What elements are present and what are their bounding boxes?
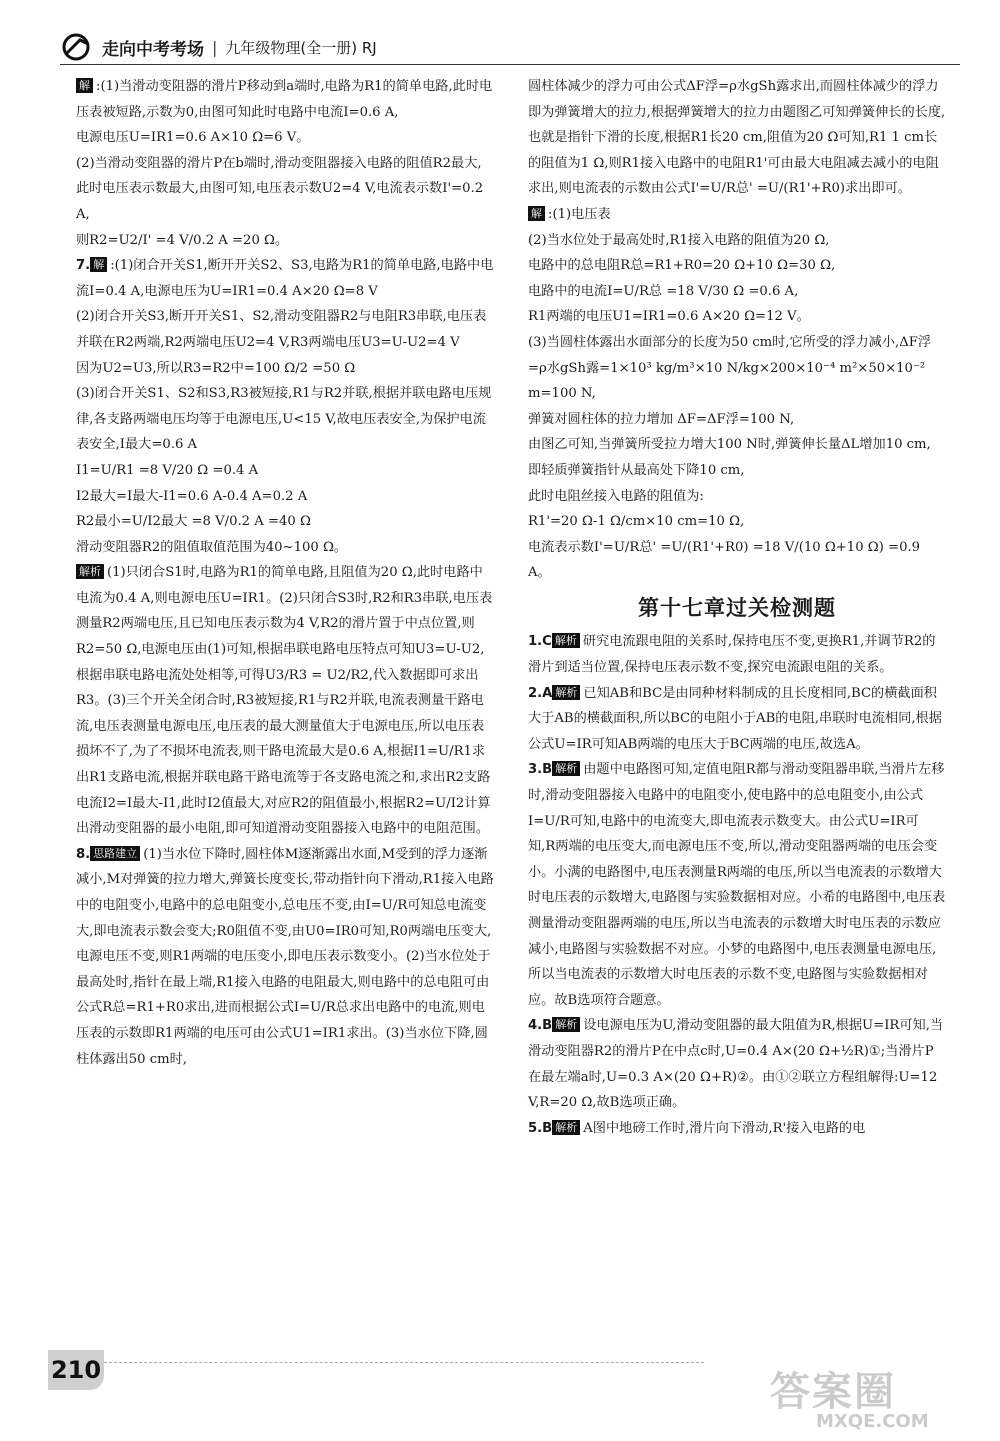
paragraph [528, 253, 946, 279]
page-number: 210 [48, 1350, 104, 1390]
paragraph-text: 电源电压U=IR1=0.6 A×10 Ω=6 V。 [76, 130, 310, 146]
answer-tag: 解 [76, 78, 93, 93]
right-column [528, 74, 946, 1141]
paragraph [528, 228, 946, 254]
answer-tag: 解 [528, 206, 545, 221]
paragraph-text: 则R2=U2/I' =4 V/0.2 A =20 Ω。 [76, 232, 289, 248]
answer-tag: 解析 [76, 564, 104, 579]
paragraph [76, 484, 494, 510]
paragraph [76, 458, 494, 484]
paragraph-text: 由题中电路图可知,定值电阻R都与滑动变阻器串联,当滑片左移时,滑动变阻器接入电路中的电阻变小,使电路中的总电阻变小,由公式I=U/R可知,电路中的电流变大,即电流表示数变大。由公式U=IR可知,R两端的电压变大,而电源电压不变,所以,滑动变阻器两端的电压会变小。小满的电路图中,电压表测量R两端的电压,所以当电流表的示数增大时电压表的示数增大,电路图与实验数据相对应。小希的电路图中,电压表测量滑动变阻器两端的电压,所以当电流表的示数增大时电压表的示数应减小,电路图与实验数据不对应。小梦的电路图中,电压表测量电源电压,所以当电流表的示数增大时电压表的示数不变,电路图与实验数据相对应。故B选项符合题意。 [528, 762, 946, 1008]
paragraph-text: 圆柱体减少的浮力可由公式ΔF浮=ρ水gSh露求出,而圆柱体减少的浮力即为弹簧增大的拉力,根据弹簧增大的拉力由题图乙可知弹簧伸长的长度,也就是指针下滑的长度,根据R1长20 cm,阻值为20 Ω可知,R1 1 cm长的阻值为1 Ω,则R1接入电路中的电阻R1'可由最大电阻减去减小的电阻求出,则电流表的示数由公式I'=U/R总' =U/(R1'+R0)求出即可。 [528, 79, 946, 197]
paragraph [76, 228, 494, 254]
paragraph-text: (1)当水位下降时,圆柱体M逐渐露出水面,M受到的浮力逐渐减小,M对弹簧的拉力增大,弹簧长度变长,带动指针向下滑动,R1接入电路中的电阻变小,电路中的总电阻变小,总电压不变,由I=U/R可知总电流变大,即电流表示数会变大;R0阻值不变,由U0=IR0可知,R0两端电压变大,电源电压不变,则R1两端的电压变小,即电压表示数变小。(2)当水位处于最高处时,指针在最上端,R1接入电路的电阻最大,则电路中的总电阻可由公式R总=R1+R0求出,进而根据公式I=U/R总求出电路中的电流,则电压表的示数即R1两端的电压可由公式U1=IR1求出。(3)当水位下降,圆柱体露出50 cm时, [76, 846, 494, 1067]
answer-tag: 解析 [552, 1120, 580, 1135]
paragraph [528, 407, 946, 433]
paragraph-text: (2)当水位处于最高处时,R1接入电路的阻值为20 Ω, [528, 232, 830, 248]
question-number: 7. [76, 258, 91, 274]
paragraph-text: (2)闭合开关S3,断开开关S1、S2,滑动变阻器R2与电阻R3串联,电压表并联在R2两端,R2两端电压U2=4 V,R3两端电压U3=U-U2=4 V [76, 309, 487, 350]
paragraph [76, 535, 494, 561]
paragraph-text: 研究电流跟电阻的关系时,保持电压不变,更换R1,并调节R2的滑片到适当位置,保持电压表示数不变,探究电流跟电阻的关系。 [528, 634, 936, 676]
answer-tag: 思路建立 [90, 846, 140, 861]
paragraph-text: 设电源电压为U,滑动变阻器的最大阻值为R,根据U=IR可知,当滑动变阻器R2的滑片P在中点c时,U=0.4 A×(20 Ω+½R)①;当滑片P在最左端a时,U=0.3 A×(20 Ω+R)②。由①②联立方程组解得:U=12 V,R=20 Ω,故B选项正确。 [528, 1018, 944, 1111]
question-number: 8. [76, 846, 91, 862]
paragraph [528, 484, 946, 510]
paragraph-text: 电流表示数I'=U/R总' =U/(R1'+R0) =18 V/(10 Ω+10 Ω) =0.9 A。 [528, 539, 921, 581]
answer-tag: 解析 [552, 1017, 580, 1032]
paragraph-text: 此时电阻丝接入电路的阻值为: [528, 488, 704, 504]
paragraph [528, 681, 946, 758]
paragraph-text: R1'=20 Ω-1 Ω/cm×10 cm=10 Ω, [528, 514, 745, 530]
paragraph [528, 1116, 946, 1142]
paragraph-text: 因为U2=U3,所以R3=R2中=100 Ω/2 =50 Ω [76, 360, 356, 376]
paragraph [76, 253, 494, 304]
paragraph [528, 330, 946, 407]
paragraph-text: R1两端的电压U1=IR1=0.6 A×20 Ω=12 V。 [528, 309, 810, 325]
left-column [76, 74, 494, 1072]
paragraph-text: :(1)闭合开关S1,断开开关S2、S3,电路为R1的简单电路,电路中电流I=0.4 A,电源电压为U=IR1=0.4 A×20 Ω=8 V [76, 258, 494, 299]
paragraph-text: 即轻质弹簧指针从最高处下降10 cm, [528, 462, 745, 478]
question-number: 4.B [528, 1018, 553, 1034]
paragraph-text: R2最小=U/I2最大 =8 V/0.2 A =40 Ω [76, 514, 311, 530]
paragraph-text: (3)当圆柱体露出水面部分的长度为50 cm时,它所受的浮力减小,ΔF浮=ρ水gSh露=1×10³ kg/m³×10 N/kg×200×10⁻⁴ m²×50×10⁻² m=100 N, [528, 334, 932, 402]
paragraph [76, 560, 494, 842]
book-title: 九年级物理(全一册) RJ [225, 38, 377, 57]
paragraph-text: 由图乙可知,当弹簧所受拉力增大100 N时,弹簧伸长量ΔL增加10 cm, [528, 437, 931, 453]
watermark-url: MXQE.COM [816, 1411, 929, 1432]
paragraph-text: 电路中的总电阻R总=R1+R0=20 Ω+10 Ω=30 Ω, [528, 258, 836, 274]
paragraph [76, 125, 494, 151]
header-separator: | [212, 37, 218, 57]
paragraph [528, 1013, 946, 1115]
paragraph [528, 458, 946, 484]
watermark-logo: 答案圈 [770, 1369, 896, 1415]
chapter-title: 第十七章过关检测题 [638, 595, 836, 620]
paragraph-text: (2)当滑动变阻器的滑片P在b端时,滑动变阻器接入电路的阻值R2最大,此时电压表示数最大,由图可知,电压表示数U2=4 V,电流表示数I'=0.2 A, [76, 155, 484, 222]
question-number: 3.B [528, 762, 553, 778]
paragraph [76, 74, 494, 125]
paragraph-text: (3)闭合开关S1、S2和S3,R3被短接,R1与R2并联,根据并联电路电压规律,各支路两端电压均等于电源电压,U<15 V,故电压表安全,为保护电流表安全,I最大=0.6 A [76, 386, 492, 453]
paragraph-text: 电路中的电流I=U/R总 =18 V/30 Ω =0.6 A, [528, 283, 799, 299]
page-header [60, 30, 960, 65]
runner-logo-icon [60, 32, 94, 62]
paragraph-text: I2最大=I最大-I1=0.6 A-0.4 A=0.2 A [76, 488, 308, 504]
answer-tag: 解析 [552, 633, 580, 648]
paragraph-text: (1)只闭合S1时,电路为R1的简单电路,且阻值为20 Ω,此时电路中电流为0.4 A,则电源电压U=IR1。(2)只闭合S3时,R2和R3串联,电压表测量R2两端电压,且已知电压表示数为4 V,R2的滑片置于中点位置,则R2=50 Ω,电源电压由(1)可知,根据串联电路电压特点可知U3=U-U2,根据串联电路电流处处相等,可得U3/R3 = U2/R2,代入数据即可求出R3。(3)三个开关全闭合时,R3被短接,R1与R2并联,电流表测量干路电流,电压表测量电源电压,电压表的最大测量值大于电源电压,所以电压表损坏不了,为了不损坏电流表,则干路电流最大是0.6 A,根据I1=U/R1求出R1支路电流,根据并联电路干路电流等于各支路电流之和,求出R2支路电流I2=I最大-I1,此时I2值最大,对应R2的阻值最小,根据R2=U/I2计算出滑动变阻器的最小电阻,即可知道滑动变阻器接入电路中的电阻范围。 [76, 565, 493, 837]
paragraph-text: A图中地磅工作时,滑片向下滑动,R'接入电路的电 [583, 1120, 866, 1136]
paragraph [528, 629, 946, 680]
paragraph-text: 已知AB和BC是由同种材料制成的且长度相同,BC的横截面积大于AB的横截面积,所以BC的电阻小于AB的电阻,串联时电流相同,根据公式U=IR可知AB两端的电压大于BC两端的电压,故选A。 [528, 685, 942, 752]
paragraph-text: :(1)当滑动变阻器的滑片P移动到a端时,电路为R1的简单电路,此时电压表被短路,示数为0,由图可知此时电路中电流I=0.6 A, [76, 79, 493, 120]
answer-tag: 解析 [552, 761, 580, 776]
paragraph [528, 432, 946, 458]
watermark [770, 1360, 970, 1432]
answer-tag: 解 [90, 257, 107, 272]
question-number: 5.B [528, 1120, 553, 1136]
paragraph-text: 滑动变阻器R2的阻值取值范围为40~100 Ω。 [76, 539, 348, 555]
paragraph [528, 535, 946, 586]
paragraph [76, 842, 494, 1072]
paragraph [528, 304, 946, 330]
paragraph [528, 74, 946, 202]
paragraph [528, 757, 946, 1013]
paragraph [76, 381, 494, 458]
brand-title: 走向中考考场 [102, 39, 204, 60]
paragraph [76, 509, 494, 535]
paragraph-text: I1=U/R1 =8 V/20 Ω =0.4 A [76, 462, 259, 478]
footer-rule [104, 1362, 704, 1363]
paragraph [528, 509, 946, 535]
paragraph [76, 151, 494, 228]
paragraph [528, 279, 946, 305]
paragraph [76, 356, 494, 382]
paragraph-text: :(1)电压表 [548, 206, 611, 222]
paragraph [76, 304, 494, 355]
paragraph-text: 弹簧对圆柱体的拉力增加 ΔF=ΔF浮=100 N, [528, 411, 795, 427]
paragraph [528, 202, 946, 228]
question-number: 1.C [528, 634, 552, 650]
question-number: 2.A [528, 685, 553, 701]
answer-tag: 解析 [552, 685, 580, 700]
